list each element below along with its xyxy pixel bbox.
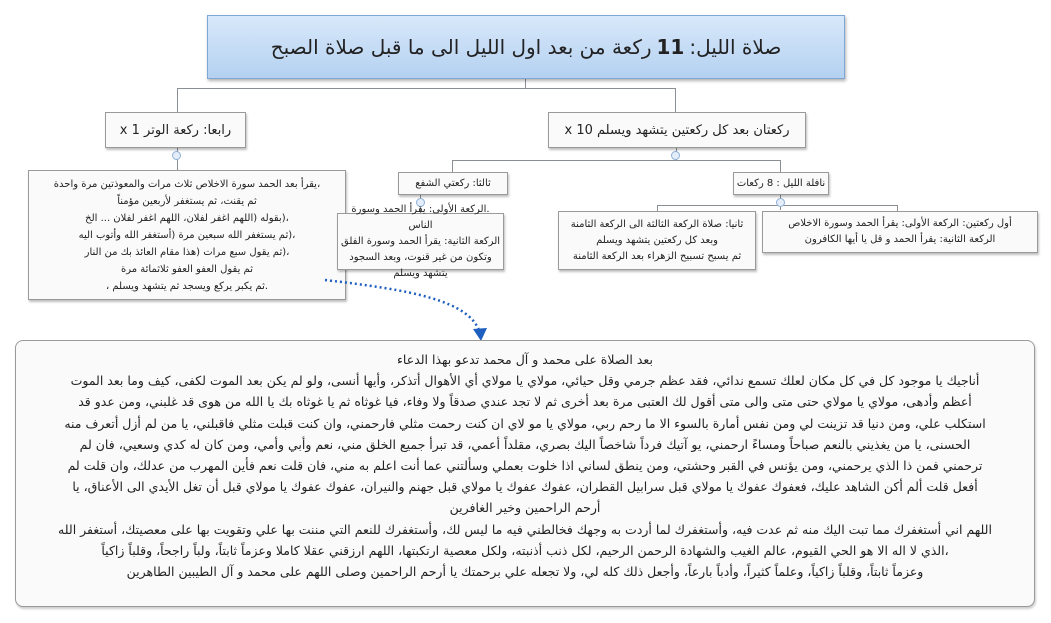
connector <box>780 160 781 172</box>
detail-line: .الركعة الأولى: يقرأ الحمد وسورة الناس <box>351 203 490 231</box>
detail-line: ثم يقنت، ثم يستغفر لأربعين مؤمناً <box>117 195 257 207</box>
connector <box>452 160 781 161</box>
nafila-second-details[interactable] <box>558 211 756 270</box>
topic-ten-rakat[interactable]: ركعتان بعد كل ركعتين يتشهد ويسلم x 10 <box>548 112 806 148</box>
title-suffix: ركعة من بعد اول الليل الى ما قبل صلاة الصبح <box>270 35 652 59</box>
detail-line: الركعة الثانية: يقرأ الحمد وسورة الفلق <box>340 235 501 247</box>
dua-line: أفعل قلت ألم أكن الشاهد عليك، فعفوك عفوك يا مولاي قبل سرابيل القطران، عفوك عفوك يا مولاي قبل جهنم والنيران، عفوك عفوك يا مولاي قبل أن تغل الأيدي الى الأعناق، يا <box>72 479 978 495</box>
connector <box>177 88 676 89</box>
detail-line: وتكون من غير قنوت، وبعد السجود يتشهد ويسلم <box>349 251 492 279</box>
dua-line: ترحمني فمن ذا الذي يرحمني، ومن يؤنس في القبر وحشتي، ومن ينطق لساني اذا خلوت بعملي وسألتني عما أنت اعلم به مني، فان قلت نعم فأين المهرب من عدلك، وان قلت لم <box>67 458 983 474</box>
connector <box>452 160 453 172</box>
dua-line: بعد الصلاة على محمد و آل محمد تدعو بهذا الدعاء <box>397 352 653 367</box>
detail-line: ثم يقول العفو العفو ثلاثمائة مرة <box>121 263 253 275</box>
connector <box>177 88 178 112</box>
detail-line: وبعد كل ركعتين يتشهد ويسلم <box>596 234 718 246</box>
detail-line: أول ركعتين: الركعة الأولى: يقرأ الحمد وسورة الاخلاص <box>788 218 1012 229</box>
collapse-toggle-icon[interactable] <box>671 151 680 160</box>
nafila-first-details[interactable] <box>762 211 1038 253</box>
detail-line: الركعة الثانية: يقرأ الحمد و قل يا أيها الكافرون <box>804 234 996 245</box>
topic-shafa[interactable]: ثالثا: ركعتي الشفع <box>398 172 508 195</box>
topic-witr[interactable]: رابعا: ركعة الوتر x 1 <box>105 112 246 148</box>
shafa-details[interactable] <box>337 203 504 279</box>
dua-line: أناجيك يا موجود كل في كل مكان لعلك تسمع ندائي، فقد عظم جرمي وقل حيائي، مولاي يا مولاي أي الأهوال أتذكر، وأيها أنسى، ولو لم يكن بعد الموت لكفى، كيف وما بعد الموت <box>70 373 980 389</box>
collapse-toggle-icon[interactable] <box>172 151 181 160</box>
relationship-arrow <box>320 275 500 345</box>
detail-line: ثانيا: صلاة الركعة الثالثة الى الركعة الثامنة <box>570 218 744 230</box>
dua-line: الحسنى، يا من يغذيني بالنعم صباحاً ومساءً ارحمني، يو آتيك فرداً شاخصاً اليك بصري، مقلداً أعمي، قد تبرأ جميع الخلق مني، نعم وأبي وأمي، ومن كان له كدي وسعيي، فان لم <box>79 436 971 452</box>
dua-line: اللهم اني أستغفرك مما تبت اليك منه ثم عدت فيه، وأستغفرك لما أردت به وجهك فخالطني فيه ما ليس لك، وأستغفرك للنعم التي مننت بها علي وتقويت بها على معصيتك، أستغفر الله <box>58 521 992 537</box>
dua-line: استكلب علي، ومن دنيا قد تزينت لي ومن نفس أمارة بالسوء الا ما رحم ربي، مولاي يا مو لاي ان كنت رحمت مثلي فارحمني، وان كنت قبلت مثلي فاقبلني، يا من لم أزل أتعرف منه <box>64 415 986 431</box>
dua-text-box[interactable] <box>15 340 1035 607</box>
title-prefix: صلاة الليل: <box>689 35 782 59</box>
dua-line: ،الذي لا اله الا هو الحي القيوم، عالم الغيب والشهادة الرحمن الرحيم، لكل ذنب أذنبته، ولكل معصية ارتكبتها، اللهم ارزقني عقلا كاملا وعزماً ثابتاً، ولباً راجحاً، وقلباً زاكياً <box>101 542 949 558</box>
detail-line: ،(ثم يستغفر الله سبعين مرة (أستغفر الله وأتوب اليه <box>78 229 296 241</box>
dua-line: وعزماً ثابتاً، وقلباً زاكياً، وعلماً كثيراً، وأدباً بارعاً، وأجعل ذلك كله لي، ولا تجعله علي برحمتك يا أرحم الراحمين وصلى اللهم على محمد و آل الطيبين الطاهرين <box>126 564 924 580</box>
detail-line: ،(ثم يقول سبع مرات (هذا مقام العائذ بك من النار <box>84 246 290 258</box>
detail-line: ،(بقوله (اللهم اغفر لفلان، اللهم اغفر لفلان ... الخ <box>85 212 289 224</box>
topic-nafila[interactable]: نافلة الليل : 8 ركعات <box>733 172 829 195</box>
title-number: 11 <box>656 35 685 59</box>
collapse-toggle-icon[interactable] <box>776 198 785 207</box>
root-topic[interactable] <box>207 15 845 79</box>
connector <box>675 88 676 112</box>
dua-line: أعظم وأدهى، مولاي يا مولاي حتى متى والى متى أقول لك العتبى مرة بعد أخرى ثم لا تجد عندي صدقاً ولا وفاء، فيا غوثاه ثم يا غوثاه بك يا الله من هوى قد غلبني، ومن عدو قد <box>78 394 972 410</box>
dua-line: أرحم الراحمين وخير الغافرين <box>449 500 601 516</box>
detail-line: ثم يسبح تسبيح الزهراء بعد الركعة الثامنة <box>572 250 742 262</box>
detail-line: ،يقرأ بعد الحمد سورة الاخلاص ثلاث مرات والمعوذتين مرة واحدة <box>53 178 321 190</box>
witr-details[interactable] <box>28 170 346 300</box>
detail-line: .ثم يكبر يركع ويسجد ثم يتشهد ويسلم ، <box>105 280 269 292</box>
